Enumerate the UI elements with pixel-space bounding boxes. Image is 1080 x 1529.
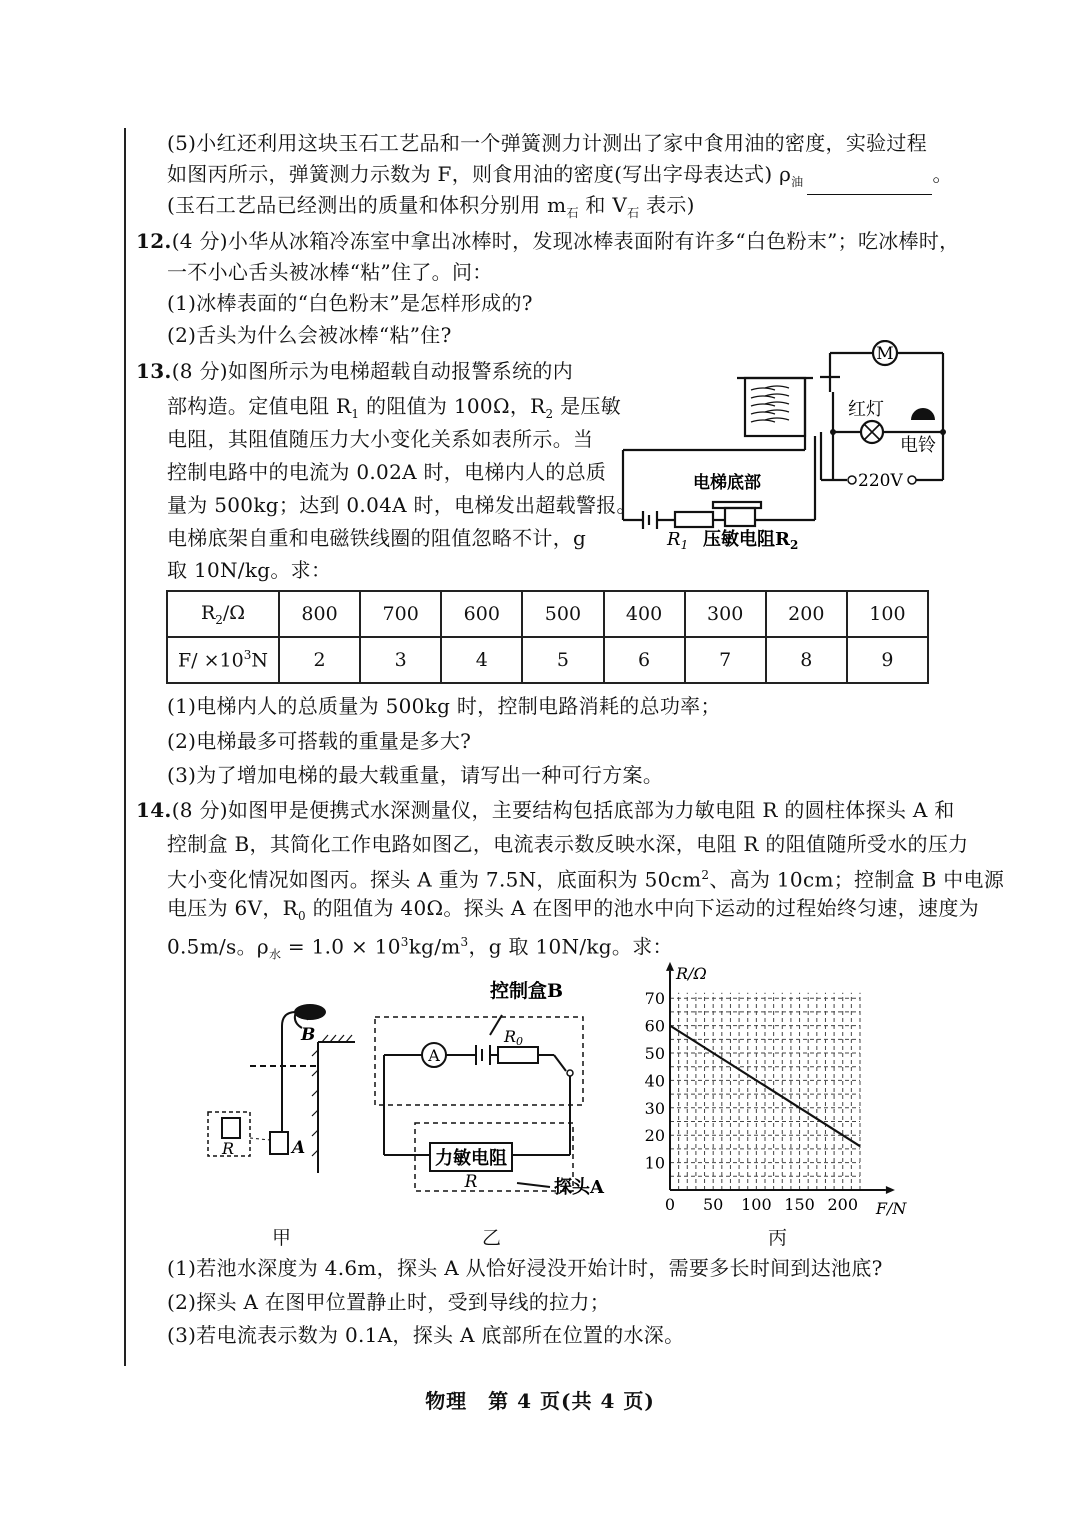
x-axis-arrow [886, 1186, 895, 1194]
page-footer: 物理 第 4 页(共 4 页) [425, 1389, 655, 1413]
figure-jia-label: 甲 [272, 1227, 292, 1249]
y-tick-label: 40 [644, 1071, 665, 1091]
q12-line2: 一不小心舌头被冰棒“粘”住了。问： [167, 260, 493, 284]
q13-line7: 取 10N/kg。求： [167, 558, 332, 582]
q14-sub2: (2)探头 A 在图甲位置静止时，受到导线的拉力； [167, 1290, 610, 1314]
y-axis-label: R/Ω [676, 963, 707, 983]
x-axis-label: F/N [875, 1199, 907, 1218]
control-box-b-label: B [301, 1025, 316, 1045]
y-tick-label: 10 [644, 1153, 665, 1173]
q11-5-line3: (玉石工艺品已经测出的质量和体积分别用 $m_石$ 和 $V_石$ 表示) [167, 193, 695, 220]
q13-sub3: (3)为了增加电梯的最大载重量，请写出一种可行方案。 [167, 763, 664, 787]
q14-line2: 控制盒 B，其简化工作电路如图乙，电流表示数反映水深，电阻 R 的阻值随所受水的压力 [167, 832, 969, 856]
resistance-force-table [166, 590, 929, 684]
x-tick-label: 150 [784, 1195, 815, 1214]
q14-line1: 14.(8 分)如图甲是便携式水深测量仪，主要结构包括底部为力敏电阻 R 的圆柱体探头 A 和 [136, 798, 955, 822]
probe-a-label: A [292, 1138, 306, 1158]
q13-line3: 电阻，其阻值随压力大小变化关系如表所示。当 [167, 427, 594, 451]
q13-line5: 量为 500kg；达到 0.04A 时，电梯发出超载警报。 [167, 493, 637, 517]
bell-label: 电铃 [900, 435, 936, 456]
table-cell: 300 [685, 591, 766, 637]
table-cell: 600 [441, 591, 522, 637]
elevator-alarm-circuit [615, 340, 960, 555]
series-line [670, 1026, 860, 1147]
q14-sub3: (3)若电流表示数为 0.1A，探头 A 底部所在位置的水深。 [167, 1323, 685, 1347]
table-cell: 9 [847, 637, 928, 683]
table-cell: 3 [360, 637, 441, 683]
x-tick-label: 0 [664, 1195, 676, 1214]
q14-sub1: (1)若池水深度为 4.6m，探头 A 从恰好浸没开始计时，需要多长时间到达池底? [167, 1256, 883, 1280]
svg-text:M: M [876, 344, 894, 364]
answer-blank[interactable] [807, 176, 932, 195]
q11-5-line2: 如图丙所示，弹簧测力示数为 F，则食用油的密度(写出字母表达式) $\rho_油$ 。 [167, 161, 953, 195]
x-tick-label: 200 [827, 1195, 859, 1214]
q14-line3: 大小变化情况如图丙。探头 A 重为 7.5N，底面积为 $50cm^2$、高为 10cm；控制盒 B 中电源 [167, 867, 1005, 892]
y-tick-label: 60 [644, 1016, 665, 1036]
table-cell: 700 [360, 591, 441, 637]
q13-line6: 电梯底架自重和电磁铁线圈的阻值忽略不计，g [167, 526, 587, 550]
table-cell: 500 [522, 591, 603, 637]
control-box-label: 控制盒B [490, 980, 564, 1002]
figure-yi-circuit [370, 975, 630, 1205]
ammeter-icon: A [428, 1046, 440, 1065]
figure-bing-chart [640, 960, 910, 1222]
q13-sub1: (1)电梯内人的总质量为 500kg 时，控制电路消耗的总功率； [167, 694, 721, 718]
r2-label: 压敏电阻$R_2$ [703, 529, 799, 552]
x-tick-label: 50 [703, 1195, 724, 1214]
sensor-label: 力敏电阻 [435, 1148, 507, 1169]
y-tick-label: 70 [644, 989, 665, 1009]
q13-line4: 控制电路中的电流为 0.02A 时，电梯内人的总质 [167, 460, 607, 484]
r0-label: R0 [504, 1027, 524, 1048]
table-head-force: $F/ \times 10^3N$ [167, 637, 279, 683]
q13-sub2: (2)电梯最多可搭载的重量是多大? [167, 729, 472, 753]
table-cell: 4 [441, 637, 522, 683]
q12-line1: 12.(4 分)小华从冰箱冷冻室中拿出冰棒时，发现冰棒表面附有许多“白色粉末”；吃冰棒时， [136, 229, 960, 253]
table-head-r2: $R_2/\Omega$ [167, 591, 279, 637]
q14-line4: 电压为 6V，$R_0$ 的阻值为 40Ω。探头 A 在图甲的池水中向下运动的过程始终匀速，速度为 [167, 896, 979, 923]
q14-line5: 0.5m/s。$\rho_水 = 1.0 \times 10^3kg/m^3$，g 取 10N/kg。求： [167, 934, 673, 962]
q12-sub1: (1)冰棒表面的“白色粉末”是怎样形成的? [167, 291, 533, 315]
table-cell: 7 [685, 637, 766, 683]
figure-bing-label: 丙 [768, 1227, 788, 1249]
table-cell: 400 [604, 591, 685, 637]
y-axis-arrow [666, 962, 674, 971]
q12-sub2: (2)舌头为什么会被冰棒“粘”住? [167, 323, 452, 347]
table-row [167, 591, 928, 637]
r1-label: $R_1$ [667, 529, 689, 552]
elevator-bottom-label: 电梯底部 [693, 473, 761, 493]
table-cell: 8 [766, 637, 847, 683]
q13-line2: 部构造。定值电阻 $R_1$ 的阻值为 100Ω，$R_2$ 是压敏 [167, 394, 621, 421]
y-tick-label: 30 [644, 1098, 665, 1118]
resistor-r-label: R [464, 1172, 478, 1192]
resistor-r-label: R [222, 1139, 235, 1158]
table-cell: 800 [279, 591, 360, 637]
q11-5-line1: (5)小红还利用这块玉石工艺品和一个弹簧测力计测出了家中食用油的密度，实验过程 [167, 131, 928, 155]
x-tick-label: 100 [741, 1195, 772, 1214]
table-row [167, 637, 928, 683]
table-cell: 6 [604, 637, 685, 683]
table-cell: 100 [847, 591, 928, 637]
table-cell: 2 [279, 637, 360, 683]
q13-line1: 13.(8 分)如图所示为电梯超载自动报警系统的内 [136, 359, 573, 383]
red-light-label: 红灯 [848, 399, 884, 420]
y-tick-label: 20 [644, 1126, 665, 1146]
table-cell: 200 [766, 591, 847, 637]
table-cell: 5 [522, 637, 603, 683]
page-margin-line [124, 128, 126, 1366]
figure-jia-pool [200, 990, 370, 1180]
figure-yi-label: 乙 [482, 1227, 502, 1249]
probe-label: 探头A [554, 1177, 604, 1198]
y-tick-label: 50 [644, 1044, 665, 1064]
voltage-label: 220V [858, 471, 903, 491]
